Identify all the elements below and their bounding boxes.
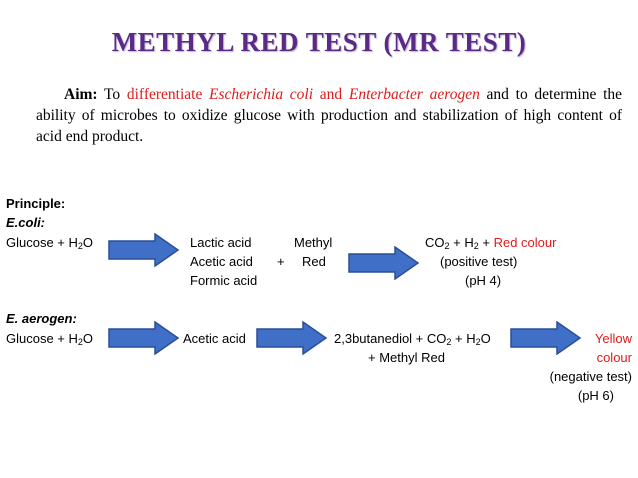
aim-text-rest: and to determine the ability of microbes to oxidize glucose with production and stabilization of high content of acid end product. bbox=[36, 86, 623, 145]
aim-highlight: differentiate bbox=[126, 86, 210, 103]
eaerogen-acid: Acetic acid bbox=[183, 331, 246, 346]
ecoli-reagent-red: Red bbox=[302, 254, 326, 269]
ecoli-ph: (pH 4) bbox=[465, 273, 502, 288]
organism-enterobacter: Enterbacter aerogen bbox=[348, 86, 480, 103]
eaerogen-label: E. aerogen: bbox=[6, 311, 77, 326]
principle-heading: Principle: bbox=[6, 196, 66, 211]
eaerogen-result: (negative test) bbox=[549, 369, 632, 384]
ecoli-products: $CO_2 + H_2$ + Red colour bbox=[425, 235, 557, 251]
aim-paragraph bbox=[36, 84, 622, 147]
organism-ecoli: Escherichia coli bbox=[209, 86, 314, 103]
ecoli-reagent-methyl: Methyl bbox=[294, 235, 333, 250]
eaerogen-yellow: Yellow bbox=[594, 331, 632, 346]
ecoli-result: (positive test) bbox=[440, 254, 518, 269]
aim-and: and bbox=[313, 86, 349, 103]
eaerogen-colour: colour bbox=[596, 350, 632, 365]
ecoli-acid-lactic: Lactic acid bbox=[190, 235, 252, 250]
eaerogen-ph: (pH 6) bbox=[577, 388, 614, 403]
ecoli-plus-sign: + bbox=[277, 254, 285, 269]
ecoli-label: E.coli: bbox=[6, 215, 46, 230]
aim-text: To bbox=[97, 86, 127, 103]
page-title: METHYL RED TEST (MR TEST) bbox=[111, 27, 527, 57]
arrow-right-icon bbox=[348, 246, 420, 280]
ecoli-acid-formic: Formic acid bbox=[190, 273, 258, 288]
arrow-right-icon bbox=[510, 321, 582, 355]
arrow-right-icon bbox=[108, 233, 180, 267]
ecoli-acid-acetic: Acetic acid bbox=[190, 254, 253, 269]
arrow-right-icon bbox=[256, 321, 328, 355]
ecoli-substrate: $Glucose + H_2O$ bbox=[6, 235, 94, 251]
arrow-right-icon bbox=[108, 321, 180, 355]
eaerogen-substrate: $Glucose + H_2O$ bbox=[6, 331, 94, 347]
eaerogen-products: 2,3butanediol + $CO_2 + H_2O$ bbox=[334, 331, 491, 347]
ecoli-red-colour: Red colour bbox=[493, 235, 557, 250]
aim-label: Aim: bbox=[64, 86, 98, 103]
eaerogen-reagent: + Methyl Red bbox=[368, 350, 445, 365]
